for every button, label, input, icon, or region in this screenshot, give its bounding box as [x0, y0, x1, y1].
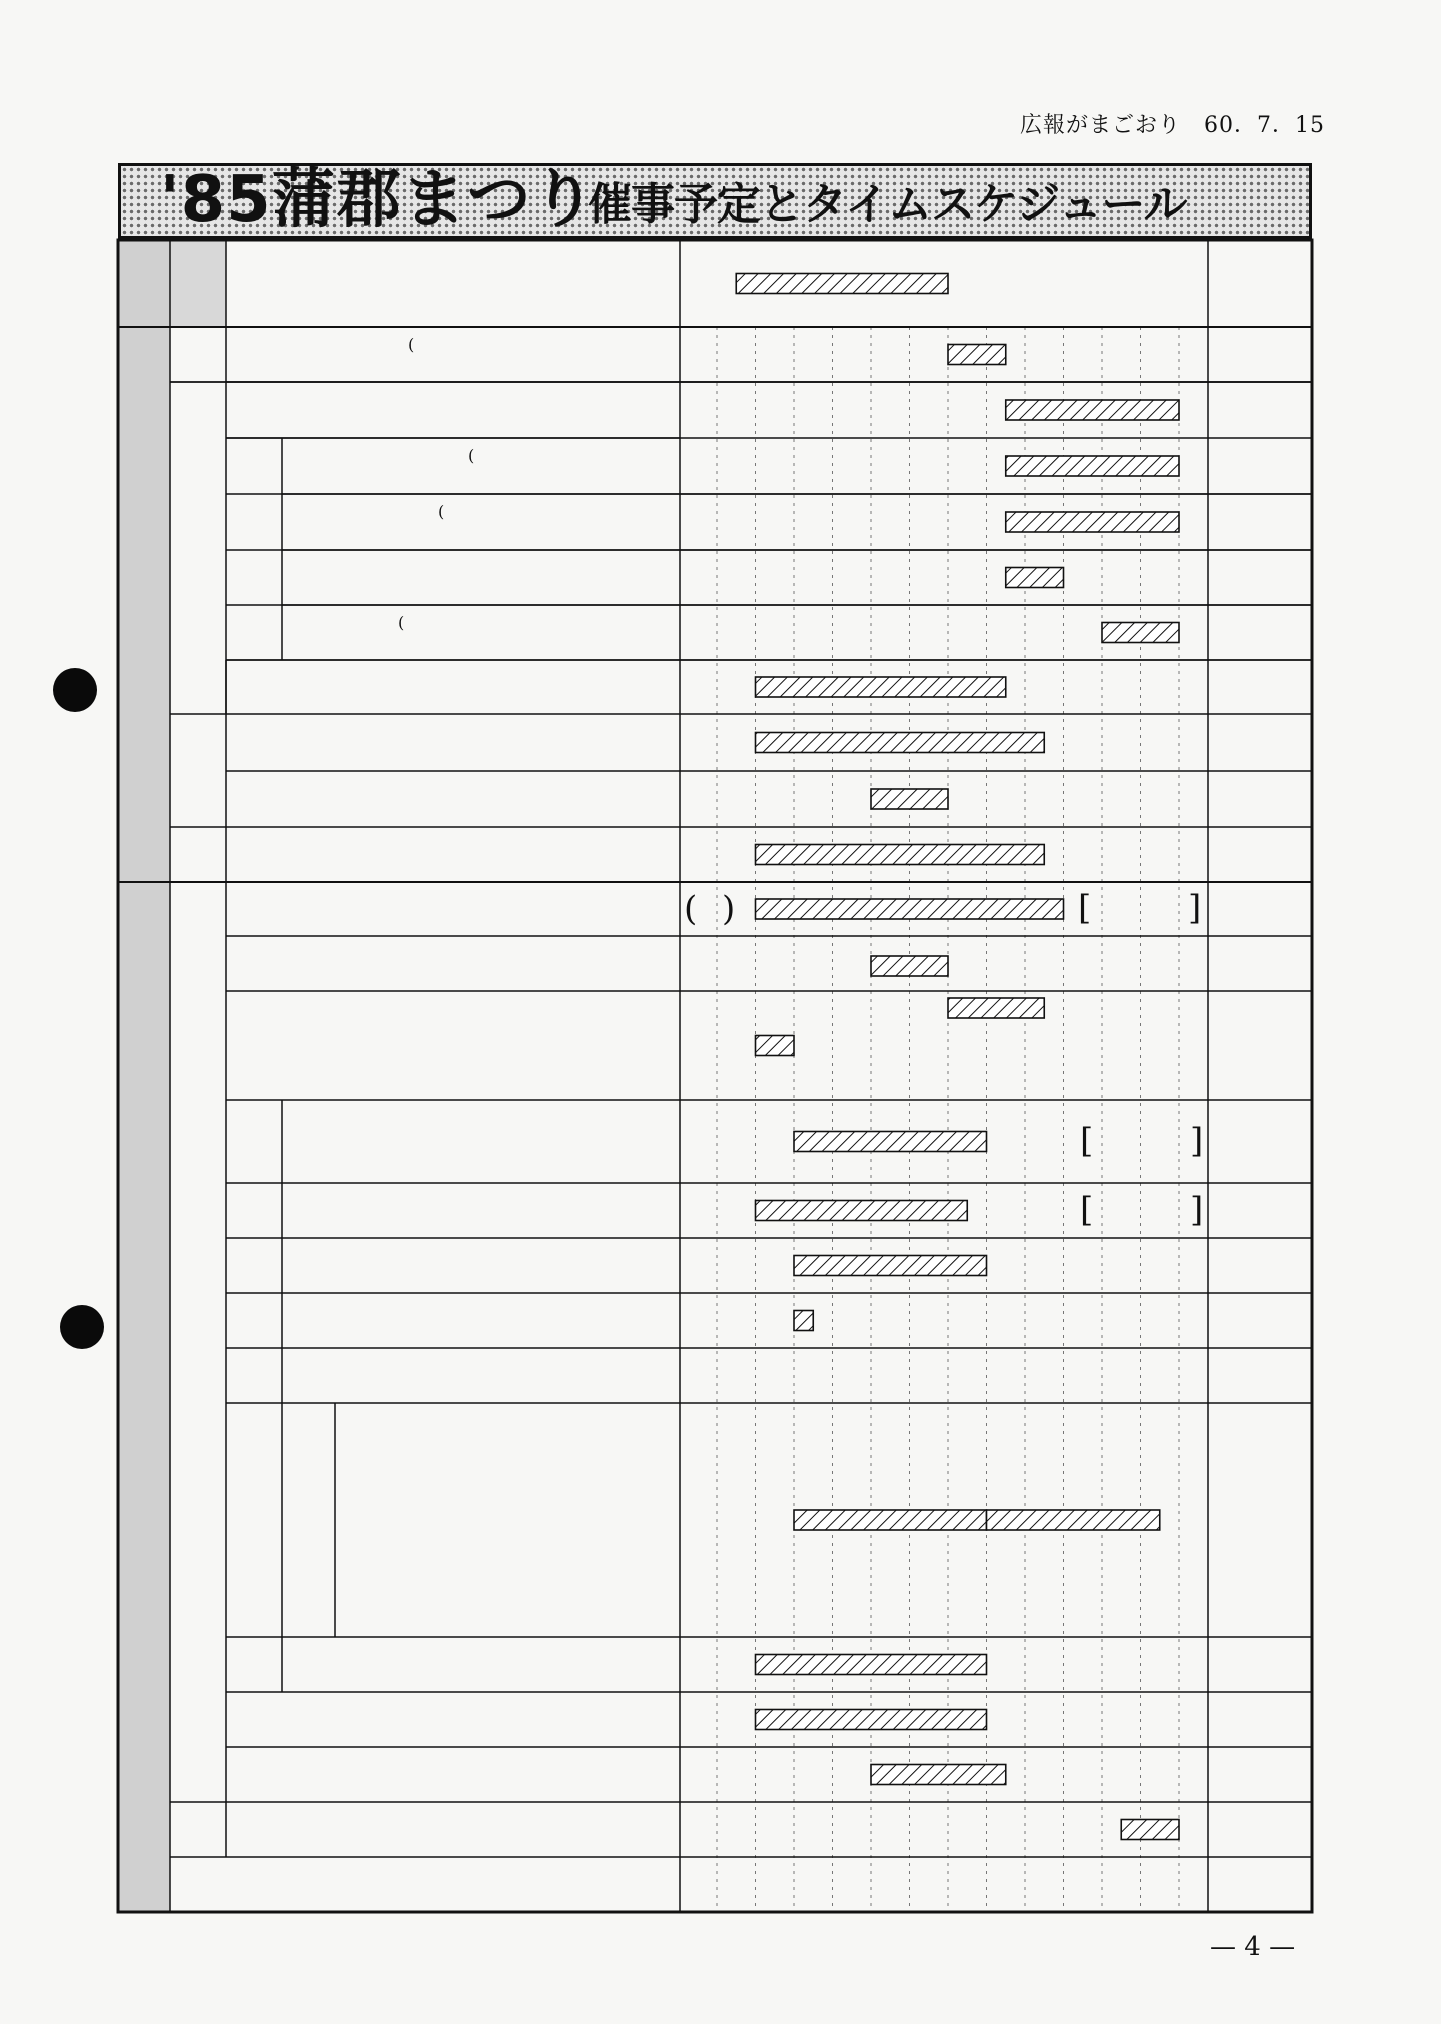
- bracket: [: [1078, 888, 1092, 928]
- event-note-bracket-l: (: [408, 334, 415, 354]
- schedule-bar: [756, 733, 1045, 753]
- schedule-bar: [756, 899, 1064, 919]
- bracket: ]: [1190, 1189, 1204, 1230]
- schedule-bar: [987, 1510, 1160, 1530]
- bracket: [: [1080, 1120, 1094, 1161]
- schedule-bar: [1006, 568, 1064, 588]
- schedule-bar: [871, 789, 948, 809]
- schedule-bar: [1006, 400, 1179, 420]
- event-note-bracket-l: (: [438, 502, 445, 521]
- schedule-bar: [756, 1655, 987, 1675]
- bracket: ): [722, 889, 736, 929]
- page-header: 広報がまごおり 60．7．15: [1020, 113, 1325, 138]
- page-title: '85蒲郡まつり: [160, 163, 597, 237]
- page-subtitle: 催事予定とタイムスケジュール: [588, 179, 1187, 230]
- schedule-bar: [1006, 512, 1179, 532]
- schedule-bar: [756, 1201, 968, 1221]
- schedule-bar: [948, 998, 1044, 1018]
- schedule-bar: [1006, 456, 1179, 476]
- schedule-bar: [736, 274, 948, 294]
- page-number: — 4 —: [1210, 1932, 1296, 1962]
- schedule-bar: [948, 345, 1006, 365]
- schedule-bar: [1102, 623, 1179, 643]
- binder-hole: [60, 1305, 104, 1349]
- event-note-bracket-l: (: [468, 446, 475, 465]
- bracket: ]: [1188, 888, 1202, 928]
- schedule-bar: [794, 1256, 987, 1276]
- schedule-bar: [794, 1311, 813, 1331]
- schedule-bar: [1121, 1820, 1179, 1840]
- schedule-bar: [794, 1510, 987, 1530]
- schedule-bar: [756, 677, 1006, 697]
- event-note-bracket-l: (: [398, 612, 405, 632]
- schedule-bar: [756, 1036, 795, 1056]
- bracket: (: [684, 889, 698, 929]
- place-shinai-ichien: [176, 332, 224, 382]
- schedule-bar: [871, 956, 948, 976]
- schedule-bar: [871, 1765, 1006, 1785]
- bracket: ]: [1190, 1120, 1204, 1161]
- bracket: [: [1080, 1189, 1094, 1230]
- schedule-bar: [756, 845, 1045, 865]
- schedule-bar: [756, 1710, 987, 1730]
- binder-hole: [53, 668, 97, 712]
- schedule-bar: [794, 1132, 987, 1152]
